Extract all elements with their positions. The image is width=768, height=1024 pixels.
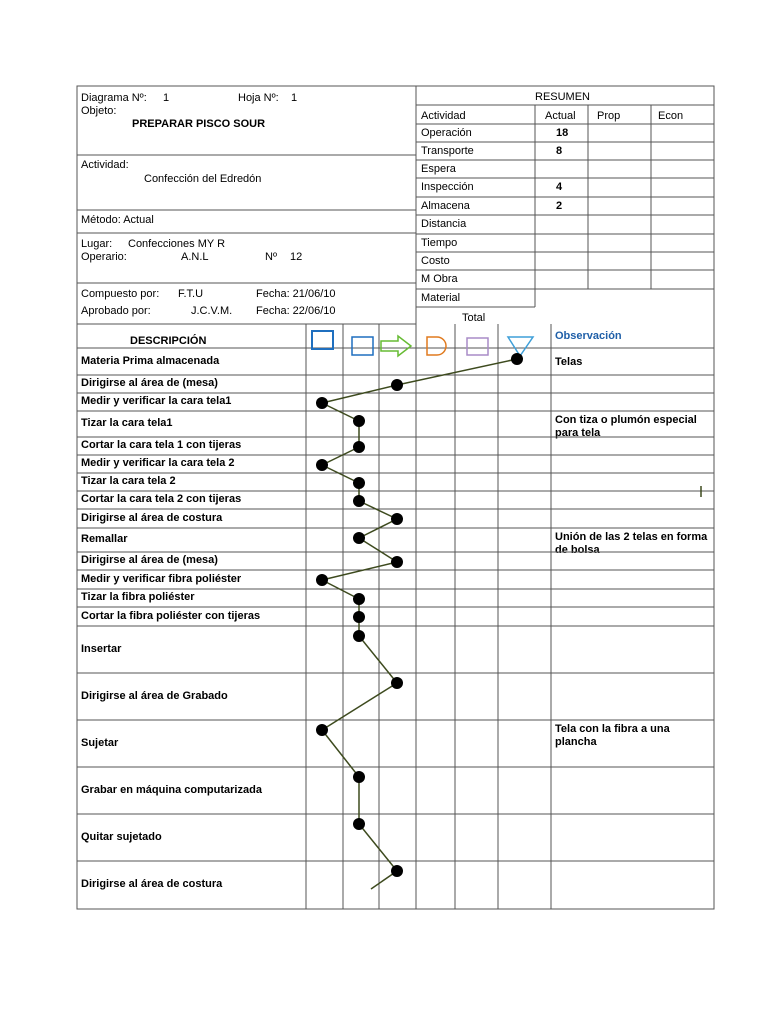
sheet-label: Hoja Nº: [238, 92, 279, 104]
flow-step-dot [353, 495, 365, 507]
summary-row-actual: 2 [556, 200, 563, 212]
flow-step-dot [391, 513, 403, 525]
flow-step-dot [511, 353, 523, 365]
summary-row-label: Tiempo [421, 237, 458, 249]
step-description: Tizar la cara tela1 [81, 417, 173, 429]
step-description: Cortar la fibra poliéster con tijeras [81, 610, 261, 622]
flow-step-dot [353, 532, 365, 544]
activity-value: Confección del Edredón [144, 173, 262, 185]
operator-number-label: Nº [265, 251, 277, 263]
step-description: Medir y verificar fibra poliéster [81, 573, 242, 585]
delay-symbol-icon [427, 337, 446, 355]
operation-symbol-icon [312, 331, 333, 349]
step-observation: Telas [555, 356, 583, 368]
summary-row-label: Operación [421, 127, 472, 139]
flow-step-dot [353, 630, 365, 642]
flow-connector-line [359, 519, 397, 538]
step-description: Quitar sujetado [81, 831, 162, 843]
flow-step-dot [353, 611, 365, 623]
summary-row-actual: 8 [556, 145, 563, 157]
composed-value: F.T.U [178, 288, 204, 300]
flow-connector-line [359, 824, 397, 871]
step-description: Materia Prima almacenada [81, 355, 220, 367]
flow-step-dot [316, 459, 328, 471]
flow-step-dot [353, 415, 365, 427]
flow-step-dot [316, 397, 328, 409]
operator-value: A.N.L [181, 251, 209, 263]
step-description: Cortar la cara tela 2 con tijeras [81, 493, 242, 505]
step-description: Medir y verificar la cara tela 2 [81, 457, 235, 469]
flow-step-dot [353, 593, 365, 605]
flow-step-dot [353, 818, 365, 830]
flow-connector-line [322, 403, 359, 421]
summary-col-activity: Actividad [421, 110, 466, 122]
step-description: Medir y verificar la cara tela1 [81, 395, 232, 407]
step-description: Dirigirse al área de (mesa) [81, 377, 218, 389]
flow-connector-line [359, 538, 397, 562]
step-observation: Unión de las 2 telas en forma de bolsa [555, 531, 708, 556]
step-description: Grabar en máquina computarizada [81, 784, 262, 796]
flow-step-dot [353, 441, 365, 453]
observation-header: Observación [555, 330, 622, 342]
operator-label: Operario: [81, 251, 127, 263]
summary-col-prop: Prop [597, 110, 621, 122]
summary-row-label: Transporte [421, 145, 474, 157]
combined-symbol-icon [467, 338, 488, 355]
summary-row-label: M Obra [421, 273, 458, 285]
inspection-symbol-icon [352, 337, 373, 355]
approved-label: Aprobado por: [81, 305, 151, 317]
step-description: Dirigirse al área de Grabado [81, 690, 228, 702]
flow-connector-line [322, 465, 359, 483]
description-header: DESCRIPCIÓN [130, 335, 207, 347]
object-label: Objeto: [81, 105, 117, 117]
diagram-number: 1 [163, 92, 170, 104]
flow-connector-line [322, 580, 359, 599]
flow-step-dot [391, 677, 403, 689]
step-description: Dirigirse al área de costura [81, 512, 223, 524]
step-description: Sujetar [81, 737, 119, 749]
place-label: Lugar: [81, 238, 113, 250]
flow-connector-line [322, 385, 397, 403]
flow-connector-line [322, 562, 397, 580]
summary-row-label: Distancia [421, 218, 467, 230]
storage-symbol-icon [508, 337, 533, 356]
approved-value: J.C.V.M. [191, 305, 233, 317]
step-description: Dirigirse al área de costura [81, 878, 223, 890]
sheet-number: 1 [291, 92, 298, 104]
place-value: Confecciones MY R [128, 238, 226, 250]
summary-row-actual: 4 [556, 181, 563, 193]
summary-title: RESUMEN [535, 91, 591, 103]
summary-total-label: Total [462, 312, 486, 324]
diagram-label: Diagrama Nº: [81, 92, 147, 104]
composed-date: Fecha: 21/06/10 [256, 288, 336, 300]
method-text: Método: Actual [81, 214, 154, 226]
flow-connector-line [322, 730, 359, 777]
flow-connector-line [322, 683, 397, 730]
approved-date: Fecha: 22/06/10 [256, 305, 336, 317]
object-value: PREPARAR PISCO SOUR [132, 118, 266, 130]
summary-col-actual: Actual [545, 110, 576, 122]
flow-connector-line [397, 359, 517, 385]
activity-label: Actividad: [81, 159, 129, 171]
summary-row-label: Espera [421, 163, 456, 175]
flow-step-dot [391, 865, 403, 877]
flow-connector-line [322, 447, 359, 465]
step-description: Remallar [81, 533, 128, 545]
summary-row-actual: 18 [556, 127, 569, 139]
step-description: Insertar [81, 643, 122, 655]
transport-symbol-icon [381, 336, 411, 356]
step-description: Tizar la cara tela 2 [81, 475, 176, 487]
step-observation: Tela con la fibra a una plancha [555, 723, 670, 748]
flow-step-dot [353, 771, 365, 783]
summary-col-econ: Econ [658, 110, 684, 122]
step-description: Tizar la fibra poliéster [81, 591, 195, 603]
operator-number: 12 [290, 251, 303, 263]
flow-connector-line [359, 636, 397, 683]
flow-step-dot [316, 574, 328, 586]
summary-row-label: Material [421, 292, 461, 304]
flow-connector-line [359, 501, 397, 519]
step-description: Cortar la cara tela 1 con tijeras [81, 439, 242, 451]
summary-row-label: Inspección [421, 181, 474, 193]
step-description: Dirigirse al área de (mesa) [81, 554, 218, 566]
flow-step-dot [391, 556, 403, 568]
step-observation: Con tiza o plumón especial para tela [555, 414, 697, 439]
composed-label: Compuesto por: [81, 288, 160, 300]
flow-step-dot [391, 379, 403, 391]
summary-row-label: Costo [421, 255, 450, 267]
summary-row-label: Almacena [421, 200, 470, 212]
flow-step-dot [353, 477, 365, 489]
flow-step-dot [316, 724, 328, 736]
